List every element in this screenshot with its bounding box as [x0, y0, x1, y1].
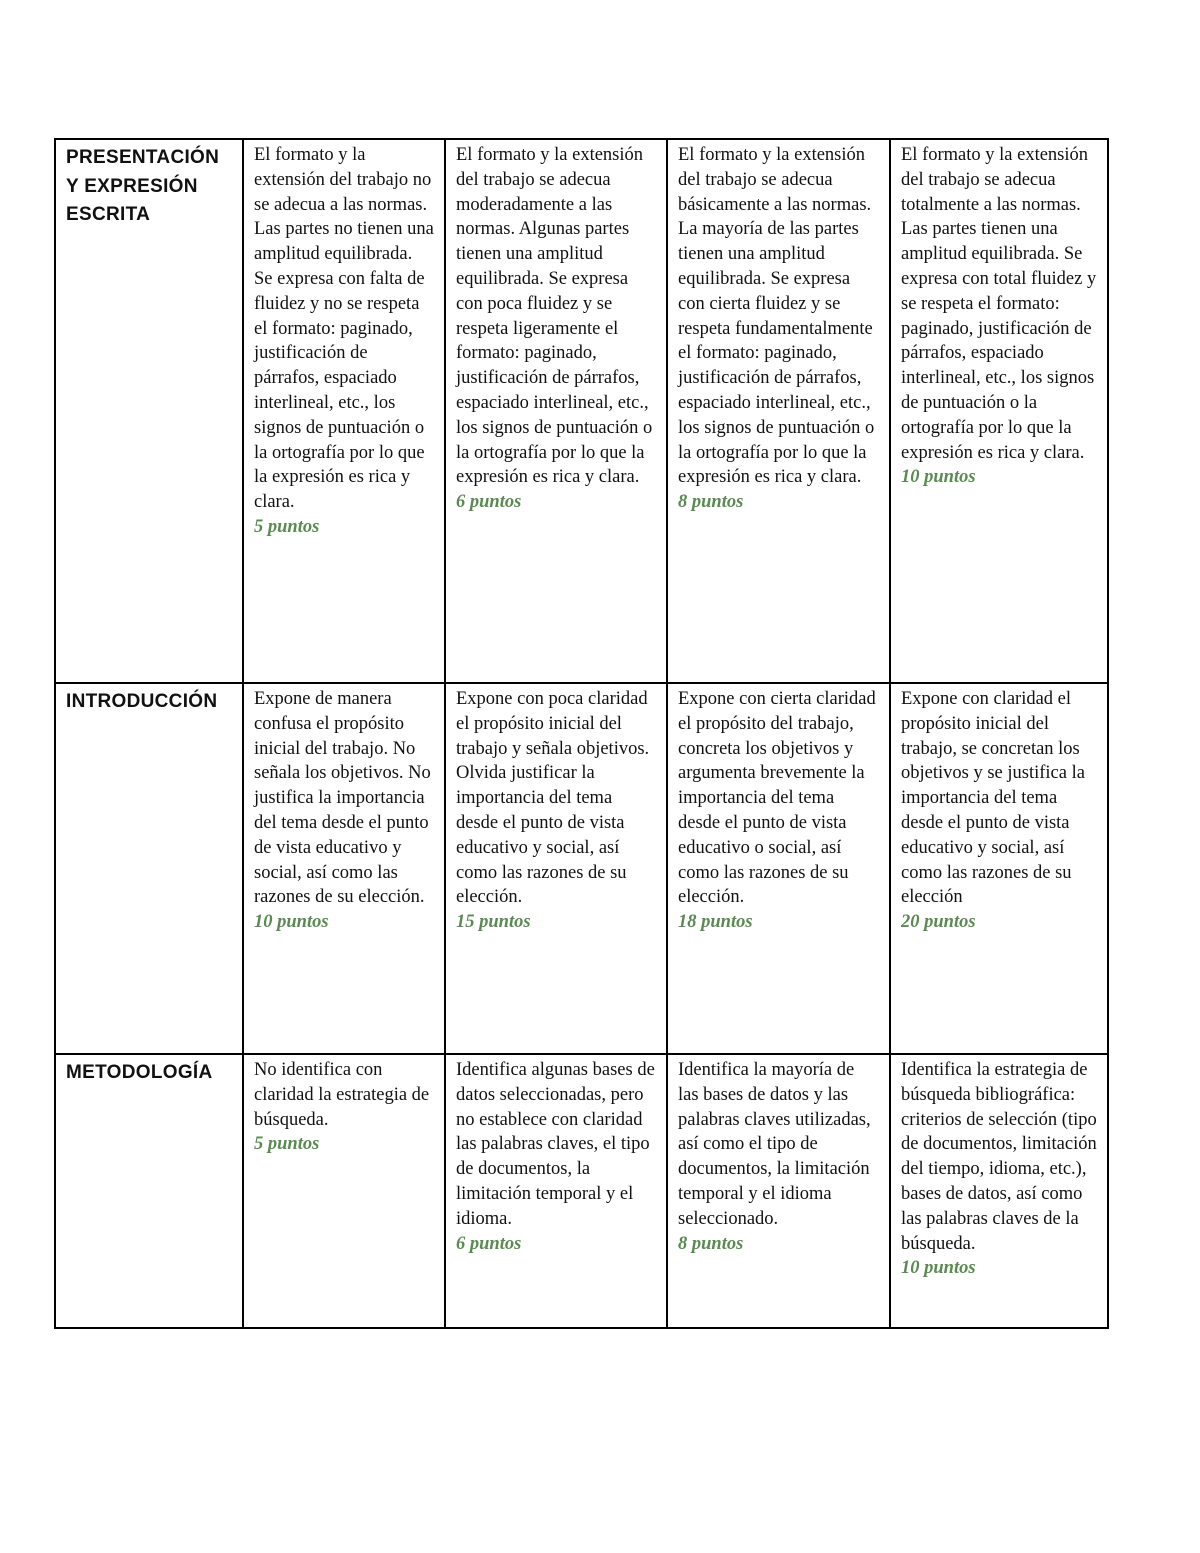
level-description: El formato y la extensión del trabajo se adecua moderadamente a las normas. Algunas partes tienen una amplitud equilibrada. Se expresa con poca fluidez y se respeta ligeramente el formato: paginado, justificación de párrafos, espaciado interlineal, etc., los signos de puntuación o la ortografía por lo que la expresión es rica y clara. — [456, 145, 653, 488]
level-cell — [445, 683, 667, 1054]
level-cell — [667, 683, 890, 1054]
level-cell — [890, 139, 1108, 683]
table-row — [55, 139, 1108, 683]
criterion-introduccion: INTRODUCCIÓN — [55, 683, 243, 1054]
table-row — [55, 683, 1108, 1054]
level-description: Expone con cierta claridad el propósito del trabajo, concreta los objetivos y argumenta brevemente la importancia del tema desde el punto de vista educativo o social, así como las razones de su elección. — [678, 689, 876, 908]
level-cell — [243, 683, 445, 1054]
level-cell — [243, 1054, 445, 1328]
level-description: Expone con poca claridad el propósito inicial del trabajo y señala objetivos. Olvida justificar la importancia del tema desde el punto de vista educativo y social, así como las razones de su elección. — [456, 689, 650, 908]
level-cell — [445, 139, 667, 683]
level-points: 10 puntos — [901, 467, 976, 488]
level-description: El formato y la extensión del trabajo no se adecua a las normas. Las partes no tienen una amplitud equilibrada. Se expresa con falta de fluidez y no se respeta el formato: paginado, justificación de párrafos, espaciado interlineal, etc., los signos de puntuación o la ortografía por lo que la expresión es rica y clara. — [254, 145, 434, 513]
level-description: Identifica la mayoría de las bases de datos y las palabras claves utilizadas, así como el tipo de documentos, la limitación temporal y el idioma seleccionado. — [678, 1060, 871, 1229]
level-description: Identifica algunas bases de datos seleccionadas, pero no establece con claridad las palabras claves, el tipo de documentos, la limitación temporal y el idioma. — [456, 1060, 655, 1229]
level-points: 8 puntos — [678, 1233, 744, 1254]
level-description: Expone con claridad el propósito inicial del trabajo, se concretan los objetivos y se justifica la importancia del tema desde el punto de vista educativo y social, así como las razones de su elección — [901, 689, 1085, 908]
rubric-table — [54, 138, 1109, 1329]
level-points: 15 puntos — [456, 912, 531, 933]
criterion-presentacion: PRESENTACIÓN Y EXPRESIÓN ESCRITA — [55, 139, 243, 683]
level-points: 10 puntos — [901, 1258, 976, 1279]
level-cell — [667, 1054, 890, 1328]
level-points: 18 puntos — [678, 912, 753, 933]
level-cell — [890, 1054, 1108, 1328]
level-cell — [445, 1054, 667, 1328]
level-points: 5 puntos — [254, 1134, 320, 1155]
level-cell — [667, 139, 890, 683]
criterion-metodologia: METODOLOGÍA — [55, 1054, 243, 1328]
level-description: Identifica la estrategia de búsqueda bibliográfica: criterios de selección (tipo de documentos, limitación del tiempo, idioma, etc.), bases de datos, así como las palabras claves de la búsqueda. — [901, 1060, 1097, 1254]
level-description: Expone de manera confusa el propósito inicial del trabajo. No señala los objetivos. No justifica la importancia del tema desde el punto de vista educativo y social, así como las razones de su elección. — [254, 689, 431, 908]
level-points: 20 puntos — [901, 912, 976, 933]
level-points: 5 puntos — [254, 516, 320, 537]
level-points: 6 puntos — [456, 492, 522, 513]
level-description: El formato y la extensión del trabajo se adecua básicamente a las normas. La mayoría de las partes tienen una amplitud equilibrada. Se expresa con cierta fluidez y se respeta fundamentalmente el formato: paginado, justificación de párrafos, espaciado interlineal, etc., los signos de puntuación o la ortografía por lo que la expresión es rica y clara. — [678, 145, 875, 488]
level-points: 6 puntos — [456, 1233, 522, 1254]
table-row — [55, 1054, 1108, 1328]
level-cell — [243, 139, 445, 683]
level-description: El formato y la extensión del trabajo se adecua totalmente a las normas. Las partes tienen una amplitud equilibrada. Se expresa con total fluidez y se respeta el formato: paginado, justificación de párrafos, espaciado interlineal, etc., los signos de puntuación o la ortografía por lo que la expresión es rica y clara. — [901, 145, 1097, 463]
level-cell — [890, 683, 1108, 1054]
level-points: 10 puntos — [254, 912, 329, 933]
level-points: 8 puntos — [678, 492, 744, 513]
level-description: No identifica con claridad la estrategia de búsqueda. — [254, 1060, 430, 1130]
